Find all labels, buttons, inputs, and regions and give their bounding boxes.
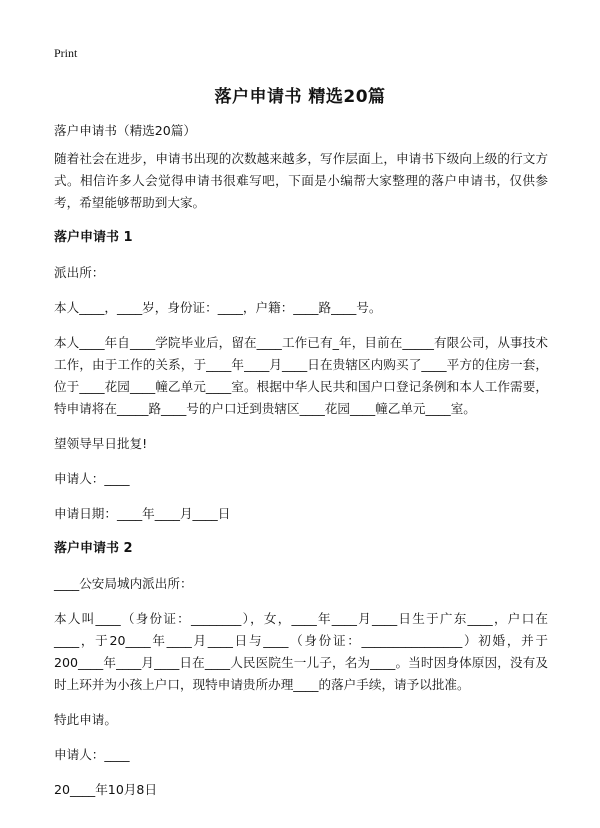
letter-1-closing: 望领导早日批复! [54,436,148,451]
letter-1-paragraph-1: 本人____，____岁，身份证：____，户籍：____路____号。 [54,300,382,315]
document-body [54,120,548,814]
letter-2-salutation: ____公安局城内派出所： [54,576,193,591]
letter-1-applicant: 申请人：____ [54,471,130,486]
subtitle: 落户申请书（精选20篇） [54,123,196,138]
letter-1-paragraph-2: 本人____年自____学院毕业后，留在____工作已有_年，目前在_____有限公司，从事技术工作，由于工作的关系，于____年____月____日在贵辖区内购买了____平方的住房一套，位于____花园____幢乙单元____室。根据中华人民共和国户口登记条例和本人工作需要，特申请将在_____路____号的户口迁到贵辖区____花园____幢乙单元____室。 [54,335,548,416]
letter-1-salutation: 派出所： [54,265,105,280]
letter-1-heading: 落户申请书 1 [54,230,133,245]
letter-2-paragraph-1: 本人叫____（身份证：________），女，____年____月____日生于广东____，户口在____，于20____年____月____日与____（身份证：________________）初婚，并于200____年____月____日在____人民医院生一儿子，名为____。当时因身体原因，没有及时上环并为小孩上户口，现特申请贵所办理____的落户手续，请予以批准。 [54,611,548,692]
letter-2-date: 20____年10月8日 [54,782,158,797]
letter-2-heading: 落户申请书 2 [54,541,133,556]
page-title: 落户申请书 精选20篇 [214,87,386,107]
intro-paragraph: 随着社会在进步，申请书出现的次数越来越多，写作层面上，申请书下级向上级的行文方式。相信许多人会觉得申请书很难写吧，下面是小编帮大家整理的落户申请书，仅供参考，希望能够帮助到大家。 [54,151,548,210]
print-link[interactable]: Print [54,46,78,60]
letter-2-applicant: 申请人：____ [54,747,130,762]
letter-1-date: 申请日期：____年____月____日 [54,506,231,521]
letter-2-closing: 特此申请。 [54,712,117,727]
